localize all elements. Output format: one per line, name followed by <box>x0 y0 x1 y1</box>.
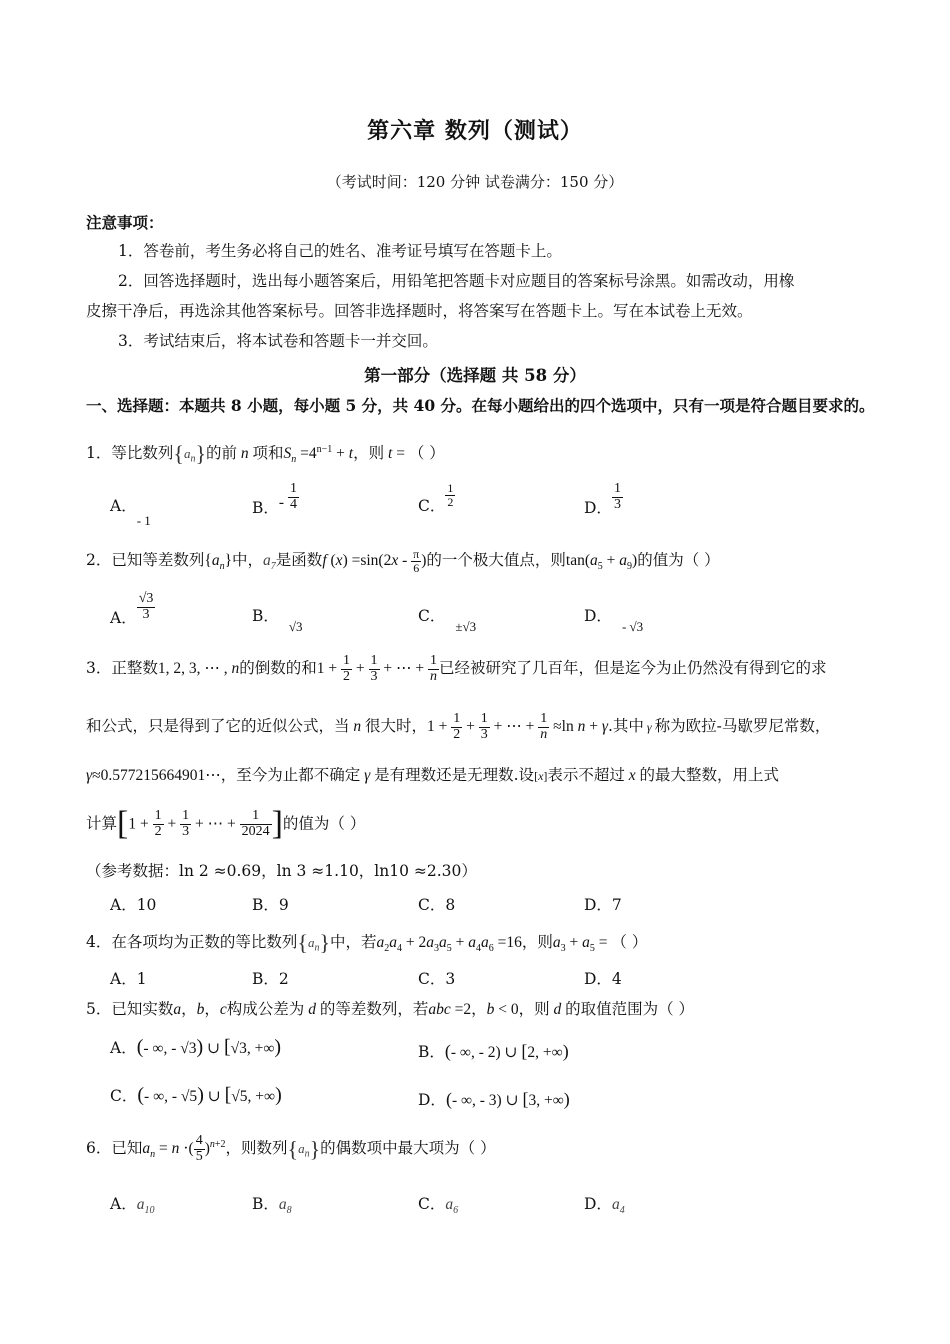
q1-option-d[interactable]: D． $\frac{1}{3}$ <box>584 481 621 518</box>
section-title: 第一部分（选择题 共 58 分） <box>364 366 586 385</box>
q1-option-a[interactable]: A．$_{- 1}$ <box>110 497 151 528</box>
q6-option-b[interactable]: B．$a_8$ <box>252 1195 292 1217</box>
q1-text-d: ，则 <box>353 443 385 462</box>
q4-option-b[interactable]: B．2 <box>252 970 289 988</box>
page-title: 第六章 数列（测试） <box>367 118 583 144</box>
question-3-line-4: 计算[1 + $\frac{1}{2}$ + $\frac{1}{3}$ + ⋯ + $\frac{1}{2024}$ ]的值为（ ） <box>86 805 366 842</box>
q5-option-a[interactable]: A．(- ∞, - √3) ∪ [√3, +∞) <box>110 1036 282 1058</box>
question-5: 5．已知实数a，b，c构成公差为 d 的等差数列，若abc =2，b < 0，则 d 的取值范围为（ ） <box>86 1000 695 1018</box>
q2-text-b: 中， <box>232 551 264 570</box>
q2-text-d: 的一个极大值点，则 <box>426 551 566 570</box>
notice-item-2-cont: 皮擦干净后，再选涂其他答案标号。回答非选择题时，将答案写在答题卡上。写在本试卷上无效。 <box>86 302 753 320</box>
q5-option-c[interactable]: C．(- ∞, - √5) ∪ [√5, +∞) <box>110 1084 282 1106</box>
exam-info: （考试时间：120 分钟 试卷满分：150 分） <box>326 173 624 191</box>
question-3-line-3: γ≈0.577215664901⋯，至今为止都不确定 γ 是有理数还是无理数.设[x]表示不超过 x 的最大整数，用上式 <box>86 766 780 784</box>
q5-option-b[interactable]: B．(- ∞, - 2) ∪ [2, +∞) <box>418 1041 569 1061</box>
q1-text-c: 项和 <box>252 443 284 462</box>
notice-item-3: 3．考试结束后，将本试卷和答题卡一并交回。 <box>118 332 438 350</box>
q1-text-b: 的前 <box>206 443 238 462</box>
q3-option-c[interactable]: C．8 <box>418 896 456 914</box>
q4-option-d[interactable]: D．4 <box>584 970 622 988</box>
q3-option-b[interactable]: B．9 <box>252 896 289 914</box>
q6-option-c[interactable]: C．$a_6$ <box>418 1195 459 1217</box>
q6-option-a[interactable]: A．$a_{10}$ <box>110 1195 155 1217</box>
question-2: 2．已知等差数列$\{a_n\}$中，$a_7$是函数f (x) =sin(2x - $\frac{\pi}{6}$ )的一个极大值点，则$\tan(a_5 + a_9)$的值为（ ） <box>86 547 720 575</box>
q1-text-a: 1．等比数列 <box>86 443 174 462</box>
section-instruction: 一、选择题：本题共 8 小题，每小题 5 分，共 40 分。在每小题给出的四个选项中，只有一项是符合题目要求的。 <box>86 396 875 415</box>
question-3-reference: （参考数据：ln 2 ≈0.69，ln 3 ≈1.10，ln10 ≈2.30） <box>86 862 477 880</box>
notice-item-1: 1．答卷前，考生务必将自己的姓名、准考证号填写在答题卡上。 <box>118 242 562 260</box>
brace-left-icon: { <box>173 441 184 466</box>
q1-option-b[interactable]: B．- $\frac{1}{4}$ <box>252 481 297 518</box>
q2-text-a: 2．已知等差数列 <box>86 551 205 570</box>
q4-option-a[interactable]: A．1 <box>110 970 147 988</box>
q2-text-e: 的值为（ ） <box>637 551 720 570</box>
q5-option-d[interactable]: D．(- ∞, - 3) ∪ [3, +∞) <box>418 1089 570 1109</box>
q1-option-c[interactable]: C． $\frac{1}{2}$ <box>418 481 454 516</box>
q2-option-b[interactable]: B．$_{√3}$ <box>252 607 303 634</box>
q3-option-d[interactable]: D．7 <box>584 896 622 914</box>
q2-text-c: 是函数 <box>275 551 323 570</box>
question-3-line-1: 3．正整数1, 2, 3, ⋯ , n的倒数的和1 + $\frac{1}{2}$ + $\frac{1}{3}$ + ⋯ + $\frac{1}{n}$ 已经被研究了几百年，但是迄今为止仍然没有得到它的求 <box>86 653 827 684</box>
question-4: 4．在各项均为正数的等比数列$\{a_n\}$中，若$a_2a_4 + 2a_3a_5 + a_4a_6 =16$，则$a_3 + a_5$ = （ ） <box>86 930 648 955</box>
notice-item-2: 2．回答选择题时，选出每小题答案后，用铅笔把答题卡对应题目的答案标号涂黑。如需改动，用橡 <box>118 272 795 290</box>
q2-option-d[interactable]: D．$_{- √3}$ <box>584 607 644 634</box>
question-6: 6．已知$a_n = n$ ⋅( $\frac{4}{5}$ )$^{n+2}$，则数列$\{a_n\}$的偶数项中最大项为（ ） <box>86 1133 496 1164</box>
q2-option-c[interactable]: C．$_{\pm√3}$ <box>418 607 477 634</box>
q6-option-d[interactable]: D．$a_4$ <box>584 1195 625 1217</box>
question-3-line-2: 和公式，只是得到了它的近似公式，当 n 很大时，1 + $\frac{1}{2}$ + $\frac{1}{3}$ + ⋯ + $\frac{1}{n}$ ≈ln n + γ.其中 γ 称为欧拉-马歇罗尼常数， <box>86 711 831 742</box>
brace-right-icon: } <box>195 441 206 466</box>
q3-option-a[interactable]: A．10 <box>110 896 157 914</box>
question-1: 1．等比数列$\{a_n\}$的前 n 项和$S_n =4^{n-1} + t$，则 t = （ ） <box>86 441 445 466</box>
q4-option-c[interactable]: C．3 <box>418 970 456 988</box>
q1-text-e: （ ） <box>408 443 445 462</box>
q2-option-a[interactable]: A． $\frac{√3}{3}$ <box>110 591 154 628</box>
notice-heading: 注意事项： <box>86 213 164 232</box>
